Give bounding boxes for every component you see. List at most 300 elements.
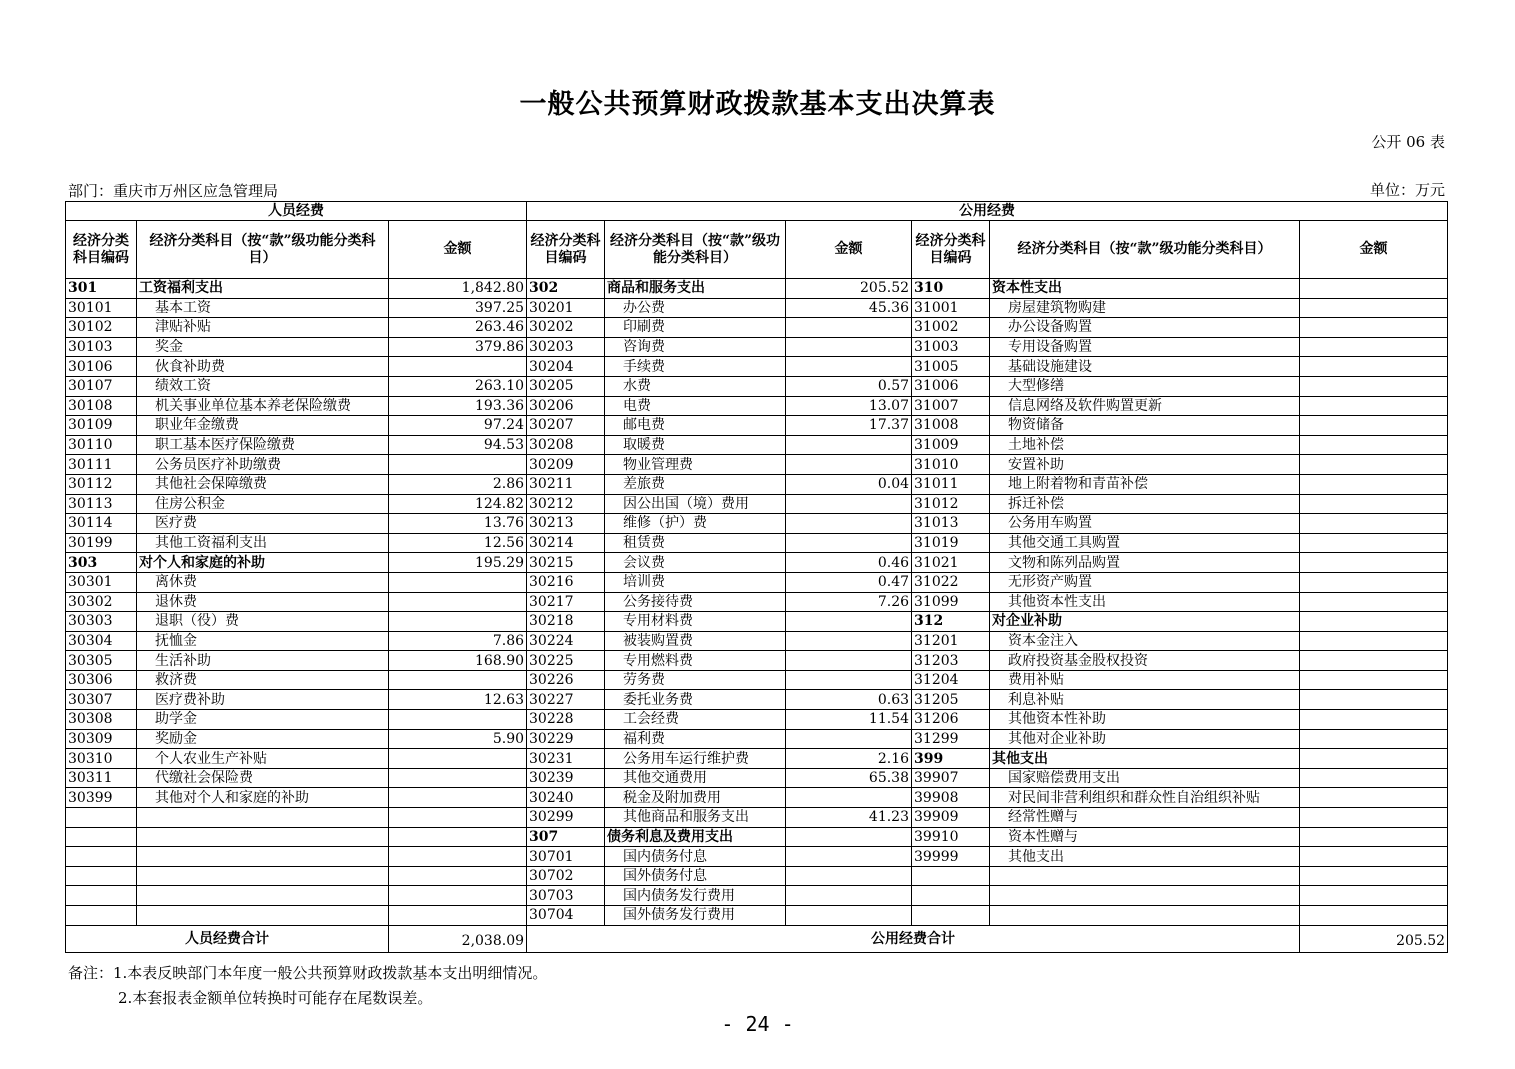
- code-cell: 31009: [912, 435, 990, 455]
- code-cell: 30213: [527, 514, 605, 534]
- amount-cell: [1300, 494, 1448, 514]
- expenditure-table: [65, 201, 1448, 953]
- subject-cell: 手续费: [605, 357, 786, 377]
- amount-cell: 397.25: [389, 298, 527, 318]
- subject-cell: 因公出国（境）费用: [605, 494, 786, 514]
- amount-cell: [1300, 690, 1448, 710]
- code-cell: 307: [527, 827, 605, 847]
- subject-cell: 专用设备购置: [990, 337, 1300, 357]
- subject-cell: 住房公积金: [137, 494, 389, 514]
- code-cell: [66, 847, 137, 867]
- amount-cell: [786, 866, 912, 886]
- table-row: [66, 279, 1448, 299]
- note-1: 备注：1.本表反映部门本年度一般公共预算财政拨款基本支出明细情况。: [68, 964, 548, 982]
- subject-cell: 国家赔偿费用支出: [990, 768, 1300, 788]
- amount-cell: 0.57: [786, 376, 912, 396]
- table-row: [66, 396, 1448, 416]
- code-cell: 30216: [527, 572, 605, 592]
- subject-cell: 国内债务付息: [605, 847, 786, 867]
- amount-cell: [786, 514, 912, 534]
- code-cell: [66, 866, 137, 886]
- code-cell: 30299: [527, 808, 605, 828]
- subject-cell: 公务员医疗补助缴费: [137, 455, 389, 475]
- header-subject-1: 经济分类科目（按“款”级功能分类科目）: [137, 221, 389, 279]
- subject-cell: 医疗费补助: [137, 690, 389, 710]
- amount-cell: [1300, 298, 1448, 318]
- code-cell: 30108: [66, 396, 137, 416]
- header-subject-2: 经济分类科目（按“款”级功能分类科目）: [605, 221, 786, 279]
- amount-cell: 7.26: [786, 592, 912, 612]
- code-cell: [66, 886, 137, 906]
- amount-cell: [1300, 279, 1448, 299]
- amount-cell: 0.46: [786, 553, 912, 573]
- amount-cell: 45.36: [786, 298, 912, 318]
- table-row: [66, 514, 1448, 534]
- table-row: [66, 494, 1448, 514]
- subject-cell: [137, 827, 389, 847]
- table-row: [66, 768, 1448, 788]
- amount-cell: [1300, 337, 1448, 357]
- code-cell: 31007: [912, 396, 990, 416]
- code-cell: 30218: [527, 612, 605, 632]
- amount-cell: [786, 670, 912, 690]
- subject-cell: 伙食补助费: [137, 357, 389, 377]
- header-public: 公用经费: [527, 202, 1448, 221]
- table-row: [66, 455, 1448, 475]
- amount-cell: 12.56: [389, 533, 527, 553]
- subject-cell: 国内债务发行费用: [605, 886, 786, 906]
- amount-cell: [1300, 572, 1448, 592]
- subject-cell: 办公设备购置: [990, 318, 1300, 338]
- subject-cell: 绩效工资: [137, 376, 389, 396]
- subject-cell: 资本性赠与: [990, 827, 1300, 847]
- code-cell: 30239: [527, 768, 605, 788]
- code-cell: 31021: [912, 553, 990, 573]
- amount-cell: 17.37: [786, 416, 912, 436]
- code-cell: 301: [66, 279, 137, 299]
- code-cell: 31012: [912, 494, 990, 514]
- personnel-total-label: 人员经费合计: [66, 925, 389, 952]
- amount-cell: 263.46: [389, 318, 527, 338]
- code-cell: 30211: [527, 474, 605, 494]
- amount-cell: [1300, 612, 1448, 632]
- amount-cell: [786, 827, 912, 847]
- header-amount-2: 金额: [786, 221, 912, 279]
- subject-cell: 税金及附加费用: [605, 788, 786, 808]
- subject-cell: 抚恤金: [137, 631, 389, 651]
- subject-cell: 大型修缮: [990, 376, 1300, 396]
- table-row: [66, 827, 1448, 847]
- amount-cell: [389, 886, 527, 906]
- amount-cell: [389, 455, 527, 475]
- amount-cell: [786, 906, 912, 926]
- code-cell: 31099: [912, 592, 990, 612]
- subject-cell: 其他对个人和家庭的补助: [137, 788, 389, 808]
- table-row: [66, 337, 1448, 357]
- code-cell: 30217: [527, 592, 605, 612]
- subject-cell: 其他交通费用: [605, 768, 786, 788]
- note-2: 2.本套报表金额单位转换时可能存在尾数误差。: [118, 989, 433, 1007]
- code-cell: 312: [912, 612, 990, 632]
- table-row: [66, 651, 1448, 671]
- header-amount-1: 金额: [389, 221, 527, 279]
- amount-cell: [786, 788, 912, 808]
- amount-cell: [389, 808, 527, 828]
- amount-cell: [1300, 808, 1448, 828]
- code-cell: 31299: [912, 729, 990, 749]
- subject-cell: 水费: [605, 376, 786, 396]
- subject-cell: 土地补偿: [990, 435, 1300, 455]
- amount-cell: [389, 670, 527, 690]
- amount-cell: [389, 592, 527, 612]
- code-cell: [66, 827, 137, 847]
- subject-cell: 其他交通工具购置: [990, 533, 1300, 553]
- amount-cell: [1300, 827, 1448, 847]
- amount-cell: [786, 651, 912, 671]
- table-row: [66, 357, 1448, 377]
- code-cell: 30226: [527, 670, 605, 690]
- subject-cell: 职工基本医疗保险缴费: [137, 435, 389, 455]
- code-cell: 30703: [527, 886, 605, 906]
- subject-cell: 费用补贴: [990, 670, 1300, 690]
- code-cell: 30111: [66, 455, 137, 475]
- notes: [68, 961, 547, 1011]
- subject-cell: 劳务费: [605, 670, 786, 690]
- subject-cell: 津贴补贴: [137, 318, 389, 338]
- code-cell: 30207: [527, 416, 605, 436]
- amount-cell: [1300, 749, 1448, 769]
- code-cell: [66, 808, 137, 828]
- amount-cell: 7.86: [389, 631, 527, 651]
- amount-cell: [1300, 553, 1448, 573]
- amount-cell: 11.54: [786, 710, 912, 730]
- subject-cell: 基本工资: [137, 298, 389, 318]
- subject-cell: 公务接待费: [605, 592, 786, 612]
- code-cell: 303: [66, 553, 137, 573]
- code-cell: 31203: [912, 651, 990, 671]
- amount-cell: [1300, 376, 1448, 396]
- subject-cell: 助学金: [137, 710, 389, 730]
- code-cell: [66, 906, 137, 926]
- table-number: 公开 06 表: [1371, 133, 1445, 151]
- code-cell: 30304: [66, 631, 137, 651]
- subject-cell: 机关事业单位基本养老保险缴费: [137, 396, 389, 416]
- amount-cell: [389, 866, 527, 886]
- subject-cell: 其他工资福利支出: [137, 533, 389, 553]
- table-row: [66, 847, 1448, 867]
- code-cell: 31022: [912, 572, 990, 592]
- subject-cell: 职业年金缴费: [137, 416, 389, 436]
- amount-cell: [1300, 474, 1448, 494]
- subject-cell: 维修（护）费: [605, 514, 786, 534]
- table-row: [66, 612, 1448, 632]
- amount-cell: [786, 631, 912, 651]
- code-cell: 30214: [527, 533, 605, 553]
- subject-cell: 对企业补助: [990, 612, 1300, 632]
- code-cell: 30311: [66, 768, 137, 788]
- subject-cell: 培训费: [605, 572, 786, 592]
- subject-cell: 个人农业生产补贴: [137, 749, 389, 769]
- amount-cell: 12.63: [389, 690, 527, 710]
- code-cell: 31204: [912, 670, 990, 690]
- header-code-1: 经济分类科目编码: [66, 221, 137, 279]
- code-cell: 30229: [527, 729, 605, 749]
- subject-cell: 专用材料费: [605, 612, 786, 632]
- code-cell: 30215: [527, 553, 605, 573]
- amount-cell: [1300, 847, 1448, 867]
- table-row: [66, 474, 1448, 494]
- amount-cell: 168.90: [389, 651, 527, 671]
- amount-cell: [389, 847, 527, 867]
- amount-cell: [786, 847, 912, 867]
- code-cell: 30309: [66, 729, 137, 749]
- code-cell: 399: [912, 749, 990, 769]
- amount-cell: 205.52: [786, 279, 912, 299]
- table-row: [66, 572, 1448, 592]
- subject-cell: 代缴社会保险费: [137, 768, 389, 788]
- amount-cell: [1300, 592, 1448, 612]
- subject-cell: 债务利息及费用支出: [605, 827, 786, 847]
- code-cell: 30310: [66, 749, 137, 769]
- amount-cell: [389, 749, 527, 769]
- page-title: 一般公共预算财政拨款基本支出决算表: [519, 89, 996, 120]
- public-total-label: 公用经费合计: [527, 925, 1300, 952]
- amount-cell: [786, 533, 912, 553]
- code-cell: [912, 886, 990, 906]
- code-cell: 31013: [912, 514, 990, 534]
- amount-cell: 2.86: [389, 474, 527, 494]
- code-cell: 31011: [912, 474, 990, 494]
- subject-cell: 租赁费: [605, 533, 786, 553]
- subject-cell: 物业管理费: [605, 455, 786, 475]
- header-subject-3: 经济分类科目（按“款”级功能分类科目）: [990, 221, 1300, 279]
- code-cell: 30102: [66, 318, 137, 338]
- amount-cell: [389, 788, 527, 808]
- code-cell: 30240: [527, 788, 605, 808]
- table-row: [66, 435, 1448, 455]
- code-cell: 302: [527, 279, 605, 299]
- subject-cell: [137, 906, 389, 926]
- amount-cell: [389, 710, 527, 730]
- amount-cell: [786, 612, 912, 632]
- table-row: [66, 710, 1448, 730]
- code-cell: 30225: [527, 651, 605, 671]
- subject-cell: 其他资本性补助: [990, 710, 1300, 730]
- subject-cell: 国外债务付息: [605, 866, 786, 886]
- subject-cell: 生活补助: [137, 651, 389, 671]
- subject-cell: 利息补贴: [990, 690, 1300, 710]
- header-code-2: 经济分类科目编码: [527, 221, 605, 279]
- subject-cell: 国外债务发行费用: [605, 906, 786, 926]
- table-row: [66, 592, 1448, 612]
- subject-cell: 差旅费: [605, 474, 786, 494]
- subject-cell: 文物和陈列品购置: [990, 553, 1300, 573]
- amount-cell: [786, 337, 912, 357]
- table-row: [66, 906, 1448, 926]
- unit-label: 单位：万元: [1369, 181, 1445, 199]
- amount-cell: [786, 729, 912, 749]
- amount-cell: 0.04: [786, 474, 912, 494]
- amount-cell: 1,842.80: [389, 279, 527, 299]
- table-row: [66, 729, 1448, 749]
- code-cell: 30203: [527, 337, 605, 357]
- code-cell: 30208: [527, 435, 605, 455]
- table-row: [66, 808, 1448, 828]
- subject-cell: 其他社会保障缴费: [137, 474, 389, 494]
- subject-cell: [990, 866, 1300, 886]
- table-row: [66, 376, 1448, 396]
- amount-cell: [786, 494, 912, 514]
- subject-cell: 奖金: [137, 337, 389, 357]
- subject-cell: 咨询费: [605, 337, 786, 357]
- amount-cell: [1300, 357, 1448, 377]
- amount-cell: 2.16: [786, 749, 912, 769]
- code-cell: 30301: [66, 572, 137, 592]
- amount-cell: 195.29: [389, 553, 527, 573]
- code-cell: 30106: [66, 357, 137, 377]
- subject-cell: 其他对企业补助: [990, 729, 1300, 749]
- subject-cell: 其他支出: [990, 749, 1300, 769]
- table-row: [66, 690, 1448, 710]
- amount-cell: [389, 827, 527, 847]
- code-cell: [912, 906, 990, 926]
- amount-cell: [389, 612, 527, 632]
- code-cell: 30107: [66, 376, 137, 396]
- code-cell: 30701: [527, 847, 605, 867]
- amount-cell: [1300, 651, 1448, 671]
- amount-cell: [1300, 514, 1448, 534]
- code-cell: 39907: [912, 768, 990, 788]
- code-cell: 31205: [912, 690, 990, 710]
- code-cell: 39910: [912, 827, 990, 847]
- subject-cell: 信息网络及软件购置更新: [990, 396, 1300, 416]
- code-cell: 30224: [527, 631, 605, 651]
- code-cell: 30305: [66, 651, 137, 671]
- table-row: [66, 788, 1448, 808]
- header-code-3: 经济分类科目编码: [912, 221, 990, 279]
- amount-cell: [389, 768, 527, 788]
- subject-cell: 退职（役）费: [137, 612, 389, 632]
- code-cell: 31005: [912, 357, 990, 377]
- table-row: [66, 670, 1448, 690]
- table-row: [66, 416, 1448, 436]
- header-amount-3: 金额: [1300, 221, 1448, 279]
- table-row: [66, 298, 1448, 318]
- code-cell: 39908: [912, 788, 990, 808]
- subject-cell: [990, 906, 1300, 926]
- subject-cell: 地上附着物和青苗补偿: [990, 474, 1300, 494]
- subject-cell: 经常性赠与: [990, 808, 1300, 828]
- code-cell: 30399: [66, 788, 137, 808]
- subject-cell: 对个人和家庭的补助: [137, 553, 389, 573]
- code-cell: 30704: [527, 906, 605, 926]
- subject-cell: 奖励金: [137, 729, 389, 749]
- subject-cell: 商品和服务支出: [605, 279, 786, 299]
- subject-cell: 拆迁补偿: [990, 494, 1300, 514]
- subject-cell: 其他支出: [990, 847, 1300, 867]
- subject-cell: 工资福利支出: [137, 279, 389, 299]
- amount-cell: [1300, 866, 1448, 886]
- amount-cell: 0.63: [786, 690, 912, 710]
- table-row: [66, 553, 1448, 573]
- code-cell: 30204: [527, 357, 605, 377]
- subject-cell: 印刷费: [605, 318, 786, 338]
- code-cell: 30205: [527, 376, 605, 396]
- subject-cell: 物资储备: [990, 416, 1300, 436]
- subject-cell: 安置补助: [990, 455, 1300, 475]
- amount-cell: 124.82: [389, 494, 527, 514]
- subject-cell: 离休费: [137, 572, 389, 592]
- code-cell: 31008: [912, 416, 990, 436]
- amount-cell: [786, 435, 912, 455]
- subject-cell: 委托业务费: [605, 690, 786, 710]
- amount-cell: [786, 318, 912, 338]
- amount-cell: [1300, 455, 1448, 475]
- code-cell: 310: [912, 279, 990, 299]
- table-row: [66, 318, 1448, 338]
- subject-cell: 对民间非营利组织和群众性自治组织补贴: [990, 788, 1300, 808]
- amount-cell: [1300, 729, 1448, 749]
- code-cell: 30228: [527, 710, 605, 730]
- code-cell: 30199: [66, 533, 137, 553]
- code-cell: 30112: [66, 474, 137, 494]
- code-cell: 30206: [527, 396, 605, 416]
- code-cell: 31001: [912, 298, 990, 318]
- subject-cell: 专用燃料费: [605, 651, 786, 671]
- subject-cell: 其他资本性支出: [990, 592, 1300, 612]
- amount-cell: 263.10: [389, 376, 527, 396]
- table-row: [66, 631, 1448, 651]
- subject-cell: 被装购置费: [605, 631, 786, 651]
- subject-cell: [137, 808, 389, 828]
- code-cell: 30227: [527, 690, 605, 710]
- subject-cell: 电费: [605, 396, 786, 416]
- public-total-value: 205.52: [1300, 925, 1448, 952]
- subject-cell: 取暖费: [605, 435, 786, 455]
- amount-cell: 97.24: [389, 416, 527, 436]
- code-cell: 30113: [66, 494, 137, 514]
- code-cell: [912, 866, 990, 886]
- amount-cell: [389, 572, 527, 592]
- amount-cell: [1300, 533, 1448, 553]
- code-cell: 30209: [527, 455, 605, 475]
- code-cell: 30231: [527, 749, 605, 769]
- subject-cell: 福利费: [605, 729, 786, 749]
- amount-cell: [1300, 670, 1448, 690]
- code-cell: 30702: [527, 866, 605, 886]
- table-row: [66, 886, 1448, 906]
- subject-cell: 办公费: [605, 298, 786, 318]
- subject-cell: 公务用车运行维护费: [605, 749, 786, 769]
- code-cell: 30114: [66, 514, 137, 534]
- code-cell: 30212: [527, 494, 605, 514]
- code-cell: 30303: [66, 612, 137, 632]
- code-cell: 30101: [66, 298, 137, 318]
- amount-cell: 13.76: [389, 514, 527, 534]
- amount-cell: [1300, 788, 1448, 808]
- table-row: [66, 866, 1448, 886]
- subject-cell: 其他商品和服务支出: [605, 808, 786, 828]
- code-cell: 31002: [912, 318, 990, 338]
- code-cell: 30302: [66, 592, 137, 612]
- code-cell: 30103: [66, 337, 137, 357]
- amount-cell: 65.38: [786, 768, 912, 788]
- amount-cell: [1300, 768, 1448, 788]
- department-label: 部门：重庆市万州区应急管理局: [68, 182, 279, 200]
- amount-cell: 13.07: [786, 396, 912, 416]
- code-cell: 30308: [66, 710, 137, 730]
- subject-cell: 资本性支出: [990, 279, 1300, 299]
